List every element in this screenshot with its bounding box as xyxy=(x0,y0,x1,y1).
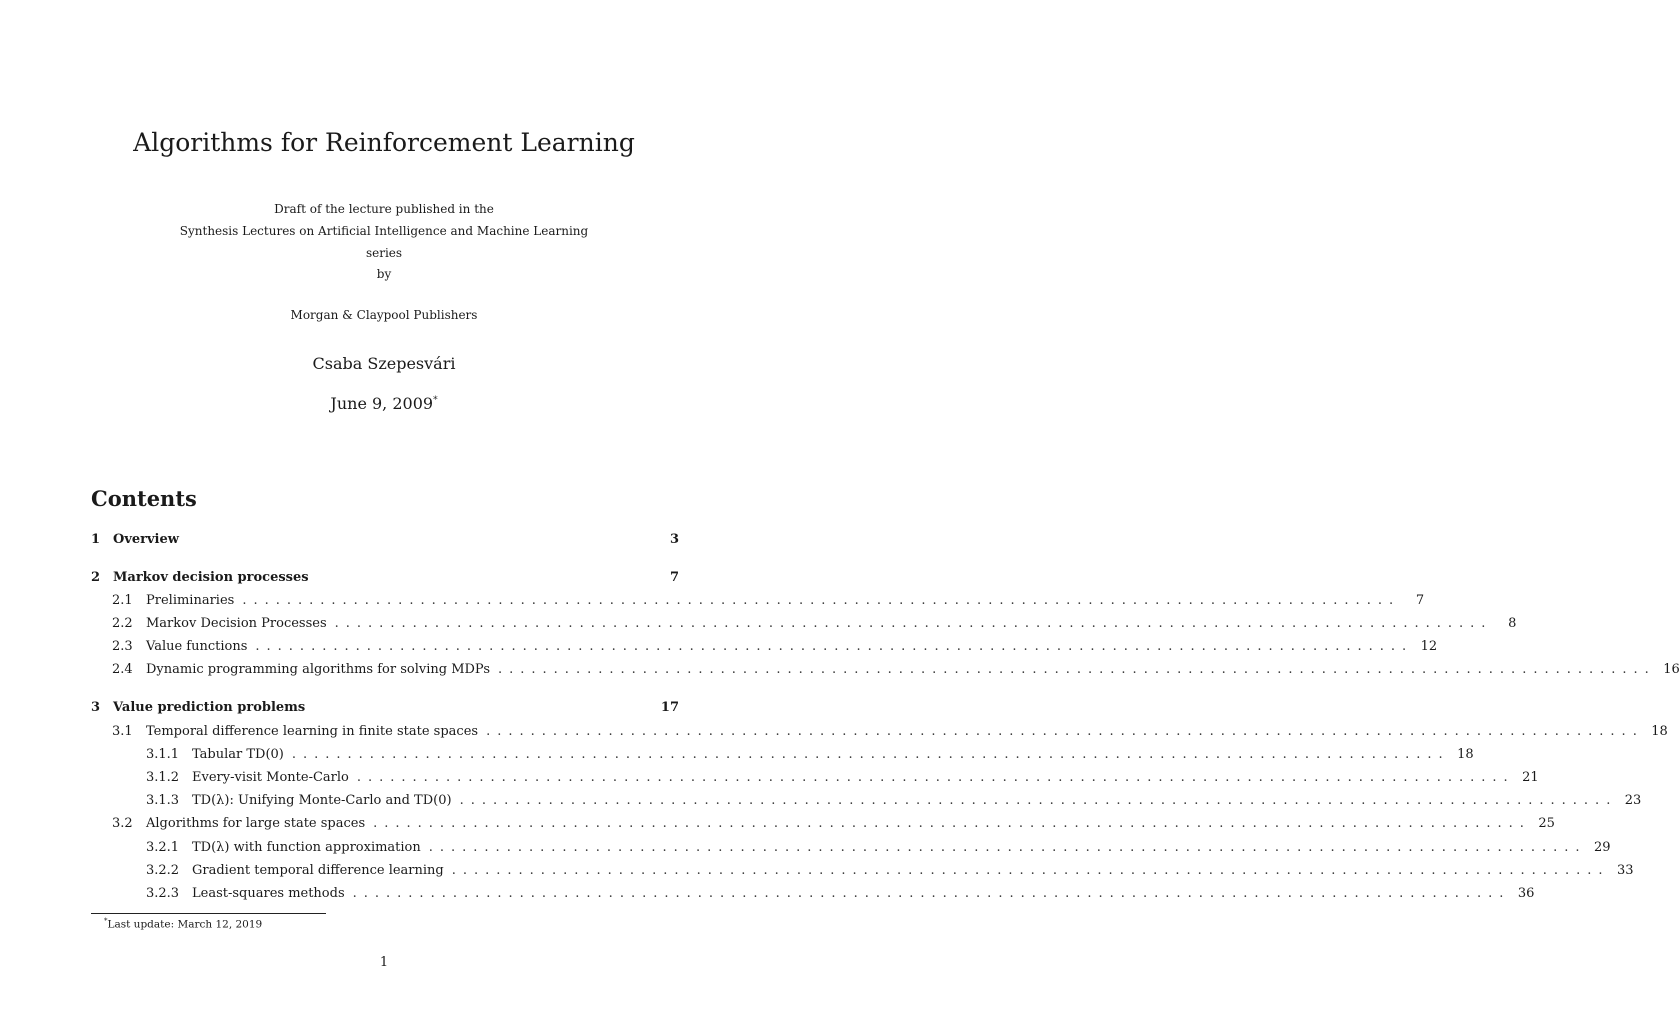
toc-page: 7 xyxy=(1415,593,1425,608)
toc-page: 12 xyxy=(1420,639,1438,654)
toc-number: 1 xyxy=(91,532,101,547)
toc-number: 3.2.1 xyxy=(146,840,180,855)
toc-entry[interactable] xyxy=(91,770,1539,790)
toc-entry[interactable] xyxy=(91,700,679,720)
toc-page: 29 xyxy=(1593,840,1611,855)
toc-dot-leader: ........................................................................................................ xyxy=(242,593,1401,608)
toc-title: Value functions xyxy=(146,639,248,654)
toc-dot-leader: ........................................................................................................ xyxy=(373,816,1531,831)
toc-title: TD(λ) with function approximation xyxy=(192,840,421,855)
toc-dot-leader: ........................................................................................................ xyxy=(428,840,1587,855)
toc-number: 3.1.1 xyxy=(146,747,180,762)
toc-page: 23 xyxy=(1624,793,1642,808)
toc-page: 17 xyxy=(660,700,679,715)
toc-title: Temporal difference learning in finite state spaces xyxy=(146,724,479,739)
toc-number: 2.2 xyxy=(112,616,133,631)
toc-number: 2.1 xyxy=(112,593,133,608)
footnote-text: Last update: March 12, 2019 xyxy=(107,918,263,931)
toc-dot-leader: ........................................................................................................ xyxy=(459,793,1618,808)
toc-title: Preliminaries xyxy=(146,593,235,608)
toc-page: 3 xyxy=(669,532,679,547)
toc-entry[interactable] xyxy=(91,724,1668,744)
toc-dot-leader: ........................................................................................................ xyxy=(498,662,1656,677)
toc-title: Algorithms for large state spaces xyxy=(146,816,366,831)
toc-entry[interactable] xyxy=(91,616,1517,636)
toc-title: Overview xyxy=(113,532,179,547)
toc-dot-leader: ........................................................................................................ xyxy=(356,770,1515,785)
toc-number: 2.3 xyxy=(112,639,133,654)
toc-number: 3.2.3 xyxy=(146,886,180,901)
subtitle-line-4: by xyxy=(376,267,392,281)
publisher-line: Morgan & Claypool Publishers xyxy=(290,308,478,322)
toc-title: Markov Decision Processes xyxy=(146,616,327,631)
toc-entry[interactable] xyxy=(91,532,679,552)
toc-page: 18 xyxy=(1457,747,1474,762)
toc-entry[interactable] xyxy=(91,793,1642,813)
toc-number: 3.1 xyxy=(112,724,133,739)
toc-number: 3 xyxy=(91,700,101,715)
toc-title: Least-squares methods xyxy=(192,886,345,901)
toc-dot-leader: ........................................................................................................ xyxy=(291,747,1450,762)
toc-entry[interactable] xyxy=(91,886,1535,906)
toc-page: 8 xyxy=(1508,616,1517,631)
toc-dot-leader: ........................................................................................................ xyxy=(255,639,1414,654)
toc-title: Tabular TD(0) xyxy=(192,747,284,762)
toc-dot-leader: ........................................................................................................ xyxy=(486,724,1644,739)
toc-number: 3.2.2 xyxy=(146,863,180,878)
toc-number: 3.1.3 xyxy=(146,793,180,808)
toc-entry[interactable] xyxy=(91,747,1474,767)
toc-page: 36 xyxy=(1517,886,1535,901)
toc-entry[interactable] xyxy=(91,840,1611,860)
toc-page: 25 xyxy=(1538,816,1555,831)
toc-entry[interactable] xyxy=(91,816,1555,836)
toc-title: Markov decision processes xyxy=(113,570,309,585)
toc-number: 3.2 xyxy=(112,816,133,831)
toc-page: 18 xyxy=(1651,724,1668,739)
toc-page: 33 xyxy=(1616,863,1634,878)
toc-title: Every-visit Monte-Carlo xyxy=(192,770,349,785)
page-number: 1 xyxy=(379,955,389,970)
footnote-mark: * xyxy=(104,917,108,925)
toc-entry[interactable] xyxy=(91,570,679,590)
subtitle-line-1: Draft of the lecture published in the xyxy=(274,202,494,216)
contents-heading: Contents xyxy=(91,486,197,511)
date-text: June 9, 2009 xyxy=(330,394,434,413)
toc-number: 3.1.2 xyxy=(146,770,180,785)
toc-entry[interactable] xyxy=(91,863,1634,883)
toc-page: 16 xyxy=(1663,662,1680,677)
toc-title: Dynamic programming algorithms for solving MDPs xyxy=(146,662,491,677)
toc-dot-leader: ........................................................................................................ xyxy=(451,863,1610,878)
toc-page: 21 xyxy=(1522,770,1539,785)
subtitle-line-2: Synthesis Lectures on Artificial Intelligence and Machine Learning xyxy=(179,224,589,238)
author-name: Csaba Szepesvári xyxy=(312,354,456,373)
subtitle-line-3: series xyxy=(365,246,403,260)
toc-entry[interactable] xyxy=(91,639,1438,659)
toc-dot-leader: ........................................................................................................ xyxy=(352,886,1511,901)
toc-title: TD(λ): Unifying Monte-Carlo and TD(0) xyxy=(192,793,452,808)
publication-date xyxy=(0,394,768,413)
toc-number: 2 xyxy=(91,570,101,585)
document-title: Algorithms for Reinforcement Learning xyxy=(133,128,635,157)
toc-page: 7 xyxy=(669,570,679,585)
footnote-divider xyxy=(91,913,326,914)
toc-title: Value prediction problems xyxy=(113,700,306,715)
date-footnote-mark: * xyxy=(433,395,438,406)
toc-entry[interactable] xyxy=(91,593,1425,613)
toc-title: Gradient temporal difference learning xyxy=(192,863,444,878)
toc-dot-leader: ........................................................................................................ xyxy=(334,616,1493,631)
footnote xyxy=(104,917,262,931)
toc-number: 2.4 xyxy=(112,662,133,677)
toc-entry[interactable] xyxy=(91,662,1680,682)
